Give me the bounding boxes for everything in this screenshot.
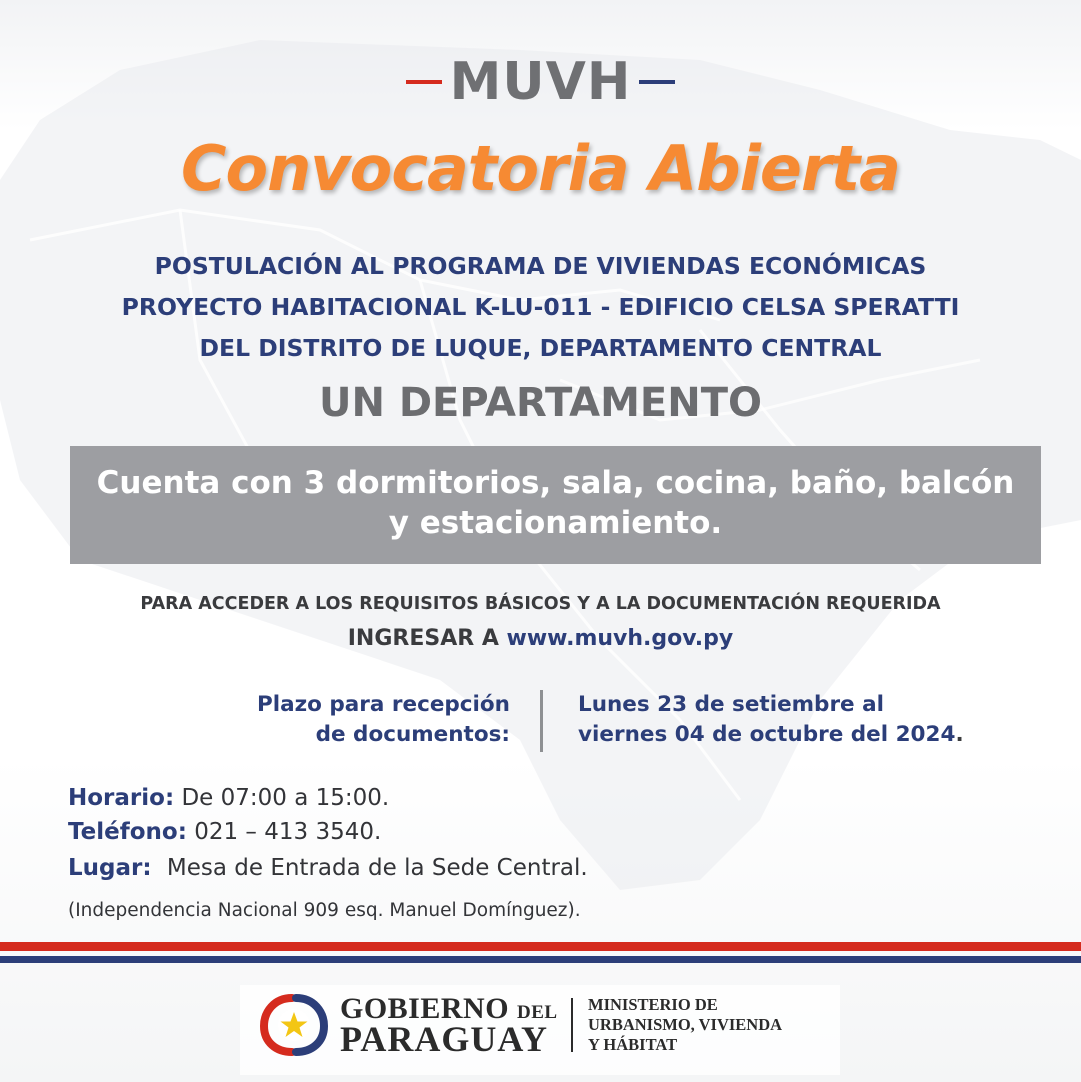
page-title: Convocatoria Abierta: [180, 132, 901, 205]
program-line-1: POSTULACIÓN AL PROGRAMA DE VIVIENDAS ECONÓMICAS: [154, 252, 927, 280]
gobierno-word: GOBIERNO: [340, 992, 510, 1025]
lugar-label: Lugar:: [68, 855, 152, 881]
ingresar-line: [0, 626, 1081, 651]
horario-row: [68, 785, 389, 811]
ministerio-line-2: URBANISMO, VIVIENDA: [588, 1015, 783, 1034]
features-line-2: y estacionamiento.: [388, 505, 723, 541]
logo-blue-dash: [639, 80, 675, 84]
lugar-row: [68, 855, 588, 881]
paraguay-seal-icon: [258, 992, 330, 1058]
logo-red-dash: [406, 80, 442, 84]
deadline-divider: [540, 690, 543, 752]
del-word: DEL: [517, 1002, 558, 1023]
flag-stripe-red: [0, 942, 1081, 951]
telefono-value: 021 – 413 3540.: [194, 819, 382, 845]
ministerio-text: [588, 995, 782, 1055]
address-text: (Independencia Nacional 909 esq. Manuel Domínguez).: [68, 900, 581, 921]
deadline-value-end: .: [955, 722, 964, 747]
paraguay-text: PARAGUAY: [340, 1019, 549, 1059]
flag-stripe-blue: [0, 956, 1081, 963]
deadline-value-line-2: [578, 720, 1068, 750]
features-box: [70, 446, 1041, 564]
program-description: [0, 246, 1081, 369]
deadline-value-line-1: Lunes 23 de setiembre al: [578, 692, 884, 717]
logo-text: MUVH: [449, 52, 632, 112]
website-link[interactable]: www.muvh.gov.py: [506, 626, 734, 651]
deadline-label: [170, 690, 510, 750]
requirements-text: PARA ACCEDER A LOS REQUISITOS BÁSICOS Y A LA DOCUMENTACIÓN REQUERIDA: [140, 594, 941, 614]
lugar-value: Mesa de Entrada de la Sede Central.: [166, 855, 588, 881]
ministerio-line-1: MINISTERIO DE: [588, 995, 718, 1014]
ingresar-label: INGRESAR A: [347, 626, 499, 651]
muvh-logo: [0, 52, 1081, 112]
program-line-3: DEL DISTRITO DE LUQUE, DEPARTAMENTO CENTRAL: [199, 334, 882, 362]
horario-label: Horario:: [68, 785, 175, 811]
telefono-row: [68, 819, 381, 845]
deadline-value-line-2-text: viernes 04 de octubre del 2024: [578, 722, 956, 747]
unit-heading: UN DEPARTAMENTO: [318, 380, 763, 426]
features-line-1: Cuenta con 3 dormitorios, sala, cocina, baño, balcón: [96, 465, 1015, 501]
ministerio-line-3: Y HÁBITAT: [588, 1035, 678, 1054]
program-line-2: PROYECTO HABITACIONAL K-LU-011 - EDIFICIO CELSA SPERATTI: [121, 293, 960, 321]
deadline-label-line-2: de documentos:: [315, 722, 510, 747]
telefono-label: Teléfono:: [68, 819, 187, 845]
deadline-label-line-1: Plazo para recepción: [257, 692, 510, 717]
deadline-value: [578, 690, 1068, 750]
horario-value: De 07:00 a 15:00.: [181, 785, 390, 811]
footer-divider: [571, 998, 573, 1052]
